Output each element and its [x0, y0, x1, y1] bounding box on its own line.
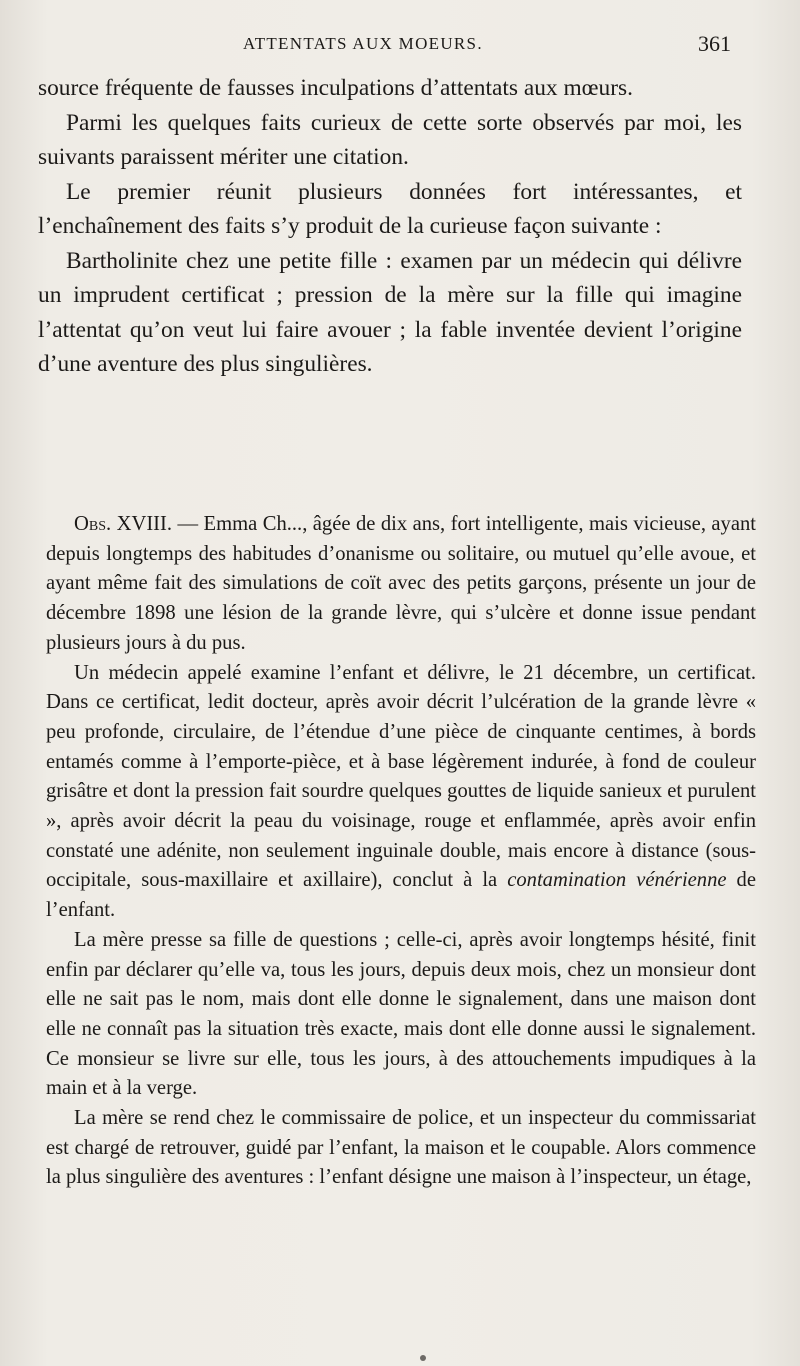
observation-paragraph-2-end: de l’enfant. [46, 869, 756, 922]
observation-paragraph-1-text: — Emma Ch..., âgée de dix ans, fort intelligente, mais vicieuse, ayant depuis longtemps des habitudes d’onanisme ou solitaire, ou mutuel qu’elle avoue, et ayant même fait des simulations de coït avec des petits garçons, présente un jour de décembre 1898 une lésion de la grande lèvre, qui s’ulcère et donne issue pendant plusieurs jours à du pus. [46, 513, 757, 654]
observation-paragraph-4: La mère se rend chez le commissaire de police, et un inspecteur du commissariat est chargé de retrouver, guidé par l’enfant, la maison et le coupable. Alors commence la plus singulière des aventures : l’enfant désigne une maison à l’inspecteur, un étage, [46, 1107, 756, 1189]
paragraph-intro: Parmi les quelques faits curieux de cette sorte observés par moi, les suivants paraissent mériter une citation. [38, 109, 742, 170]
observation-label: Obs. XVIII. [74, 513, 173, 535]
main-text [38, 71, 742, 382]
running-head-title: ATTENTATS AUX MOEURS. [243, 34, 483, 53]
running-head [0, 31, 800, 58]
observation-paragraph-3: La mère presse sa fille de questions ; celle-ci, après avoir longtemps hésité, finit enfin par déclarer qu’elle va, tous les jours, depuis deux mois, chez un monsieur dont elle ne sait pas le nom, mais dont elle donne le signalement, dans une maison dont elle ne connaît pas la situation très exacte, mais dont elle donne aussi le signalement. Ce monsieur se livre sur elle, tous les jours, à des attouchements impudiques à la main et à la verge. [46, 928, 756, 1100]
observation-emphasis: contamination vénérienne [507, 869, 727, 892]
observation-xviii [46, 510, 756, 1193]
page-number: 361 [698, 31, 731, 56]
paragraph-continuation: source fréquente de fausses inculpations d’attentats aux mœurs. [38, 75, 633, 101]
paragraph-first-case: Le premier réunit plusieurs données fort intéressantes, et l’enchaînement des faits s’y produit de la curieuse façon suivante : [38, 178, 742, 239]
paragraph-summary: Bartholinite chez une petite fille : examen par un médecin qui délivre un imprudent certificat ; pression de la mère sur la fille qui imagine l’attentat qu’on veut lui faire avouer ; la fable inventée devient l’origine d’une aventure des plus singulières. [38, 247, 742, 377]
observation-paragraph-1 [46, 510, 756, 659]
ink-smudge [420, 1355, 426, 1361]
observation-paragraph-2 [46, 659, 756, 926]
observation-paragraph-2-text: Un médecin appelé examine l’enfant et délivre, le 21 décembre, un certificat. Dans ce certificat, ledit docteur, après avoir décrit l’ulcération de la grande lèvre « peu profonde, circulaire, de l’étendue d’une pièce de cinquante centimes, à bords entamés comme à l’emporte-pièce, et à base légèrement indurée, à fond de couleur grisâtre et dont la pression fait sourdre quelques gouttes de liquide sanieux et purulent », après avoir décrit la peau du voisinage, rouge et enflammée, après avoir enfin constaté une adénite, non seulement inguinale double, mais encore à distance (sous-occipitale, sous-maxillaire et axillaire), conclut à la [46, 661, 756, 892]
